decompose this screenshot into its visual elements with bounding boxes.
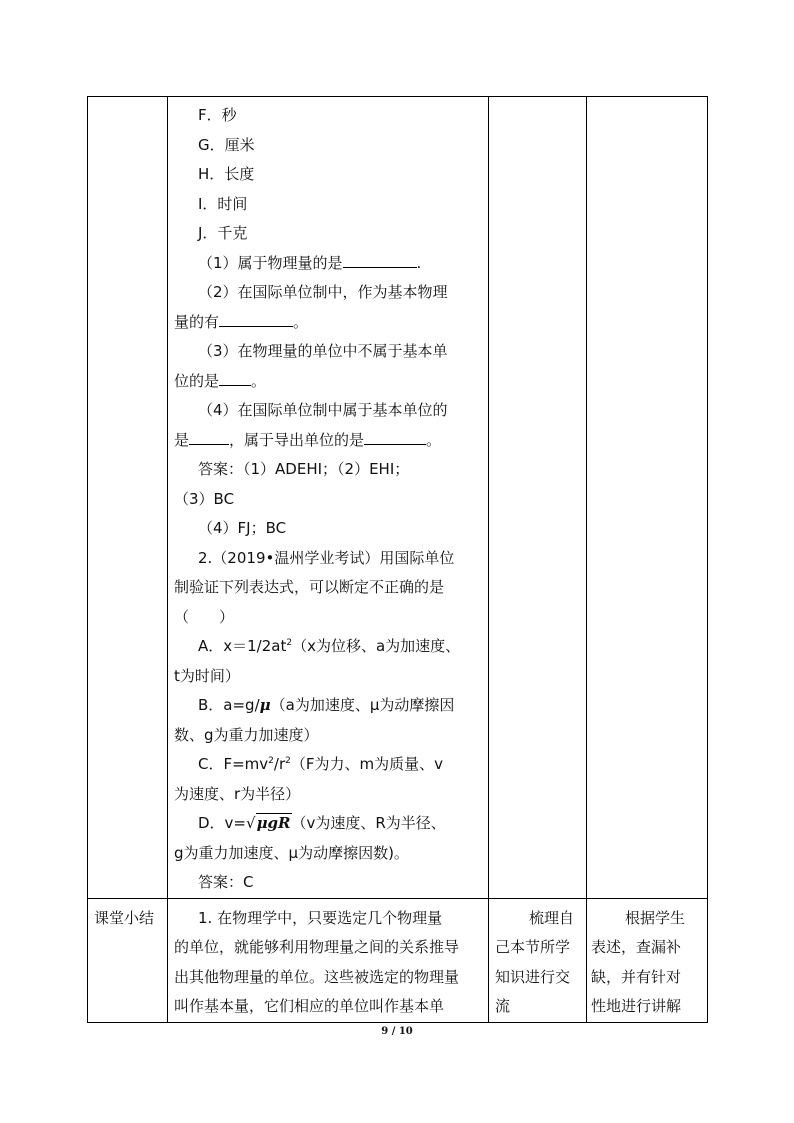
answer-blank [219,325,293,327]
choice-b-mu: μ [259,696,271,714]
question-3-text: 位的是 [174,371,220,390]
answer-blank [343,266,417,268]
choice-d-radicand: μgR [256,814,291,832]
question-1-text: （1）属于物理量的是 [198,253,343,272]
option-j: J．千克 [198,224,248,242]
choice-b-line2: 数、g为重力加速度） [174,725,319,744]
answer-1-line3: （4）FJ；BC [198,519,287,537]
summary-line-3: 出其他物理量的单位。这些被选定的物理量 [174,967,460,986]
choice-c-desc: （F为力、m为质量、v [290,755,443,773]
exercise-content-cell [168,97,489,899]
option-i: I．时间 [198,194,248,213]
answer-blank [364,443,426,445]
choice-a-superscript: 2 [286,638,293,648]
choice-b-desc: （a为加速度、μ为动摩擦因 [270,696,455,714]
choice-c-superscript-1: 2 [268,756,274,766]
student-line-1: 梳理自 [529,908,575,927]
option-f: F．秒 [198,106,237,124]
answer-2: 答案：C [198,873,254,891]
choice-a-line1 [174,632,482,662]
summary-line-1: 1. 在物理学中，只要选定几个物理量 [198,908,443,927]
question-2-line2 [174,308,482,338]
option-g: G．厘米 [198,135,255,154]
choice-a-line2: t为时间） [174,666,240,685]
teacher-activity-cell [587,898,708,1022]
student-line-4: 流 [495,997,511,1015]
problem-2-stem-3: （ ） [174,607,235,626]
teacher-line-4: 性地进行讲解 [591,997,682,1015]
question-3-line2 [174,367,482,397]
choice-d-line1 [174,809,482,839]
question-2-line1: （2）在国际单位制中，作为基本物理 [198,283,448,301]
choice-c-line2: 为速度、r为半径） [174,784,301,803]
question-1 [174,249,482,279]
question-2-text: 量的有 [174,312,220,331]
lesson-table [87,96,708,1023]
choice-c-line1 [174,750,482,780]
exercise-row [88,97,708,899]
problem-2-stem-1: 2.（2019•温州学业考试）用国际单位 [198,548,455,567]
teacher-line-1: 根据学生 [625,908,686,927]
question-4-text-2: ，属于导出单位的是 [229,430,365,449]
student-line-3: 知识进行交 [495,967,571,986]
summary-label: 课堂小结 [94,908,155,927]
choice-d-desc: （v为速度、R为半径、 [291,814,446,832]
summary-label-cell [88,898,168,1022]
problem-2-stem-2: 制验证下列表达式，可以断定不正确的是 [174,578,445,596]
summary-line-2: 的单位，就能够利用物理量之间的关系推导 [174,938,460,956]
choice-a-desc: （x为位移、a为加速度、 [292,637,461,655]
teacher-line-3: 缺，并有针对 [591,967,682,986]
choice-a-formula: A．x＝1/2at [198,637,287,655]
question-3-end: 。 [251,371,267,390]
question-3-line1: （3）在物理量的单位中不属于基本单 [198,342,448,360]
question-2-end: 。 [293,312,309,331]
choice-b-line1 [174,691,482,721]
summary-row [88,898,708,1022]
radical-sign: √ [246,814,256,832]
choice-c-formula-mid: /r [273,755,286,773]
answer-blank [189,443,229,445]
answer-blank [219,384,251,386]
student-line-2: 己本节所学 [495,938,571,956]
question-4-line2 [174,426,482,456]
student-activity-cell [489,898,587,1022]
summary-content-cell [168,898,489,1022]
answer-1-line1: 答案：（1）ADEHI；（2）EHI； [198,460,410,478]
question-4-text: 是 [174,430,190,449]
teacher-activity-cell-empty [587,97,708,899]
question-4-end: 。 [426,430,442,449]
teacher-line-2: 表述，查漏补 [591,938,682,956]
summary-line-4: 叫作基本量，它们相应的单位叫作基本单 [174,997,445,1015]
choice-c-superscript-2: 2 [285,756,291,766]
option-h: H．长度 [198,165,255,183]
student-activity-cell-empty [489,97,587,899]
choice-b-formula: B．a=g/ [198,696,260,714]
page-number: 9 / 10 [381,1026,413,1037]
answer-1-line2: （3）BC [174,489,235,508]
stage-cell-empty [88,97,168,899]
question-1-end: . [416,253,422,272]
question-4-line1: （4）在国际单位制中属于基本单位的 [198,401,448,419]
choice-d-line2: g为重力加速度、μ为动摩擦因数)。 [174,843,409,862]
choice-d-formula: D．v= [198,814,246,832]
choice-c-formula: C．F=mv [198,755,269,773]
